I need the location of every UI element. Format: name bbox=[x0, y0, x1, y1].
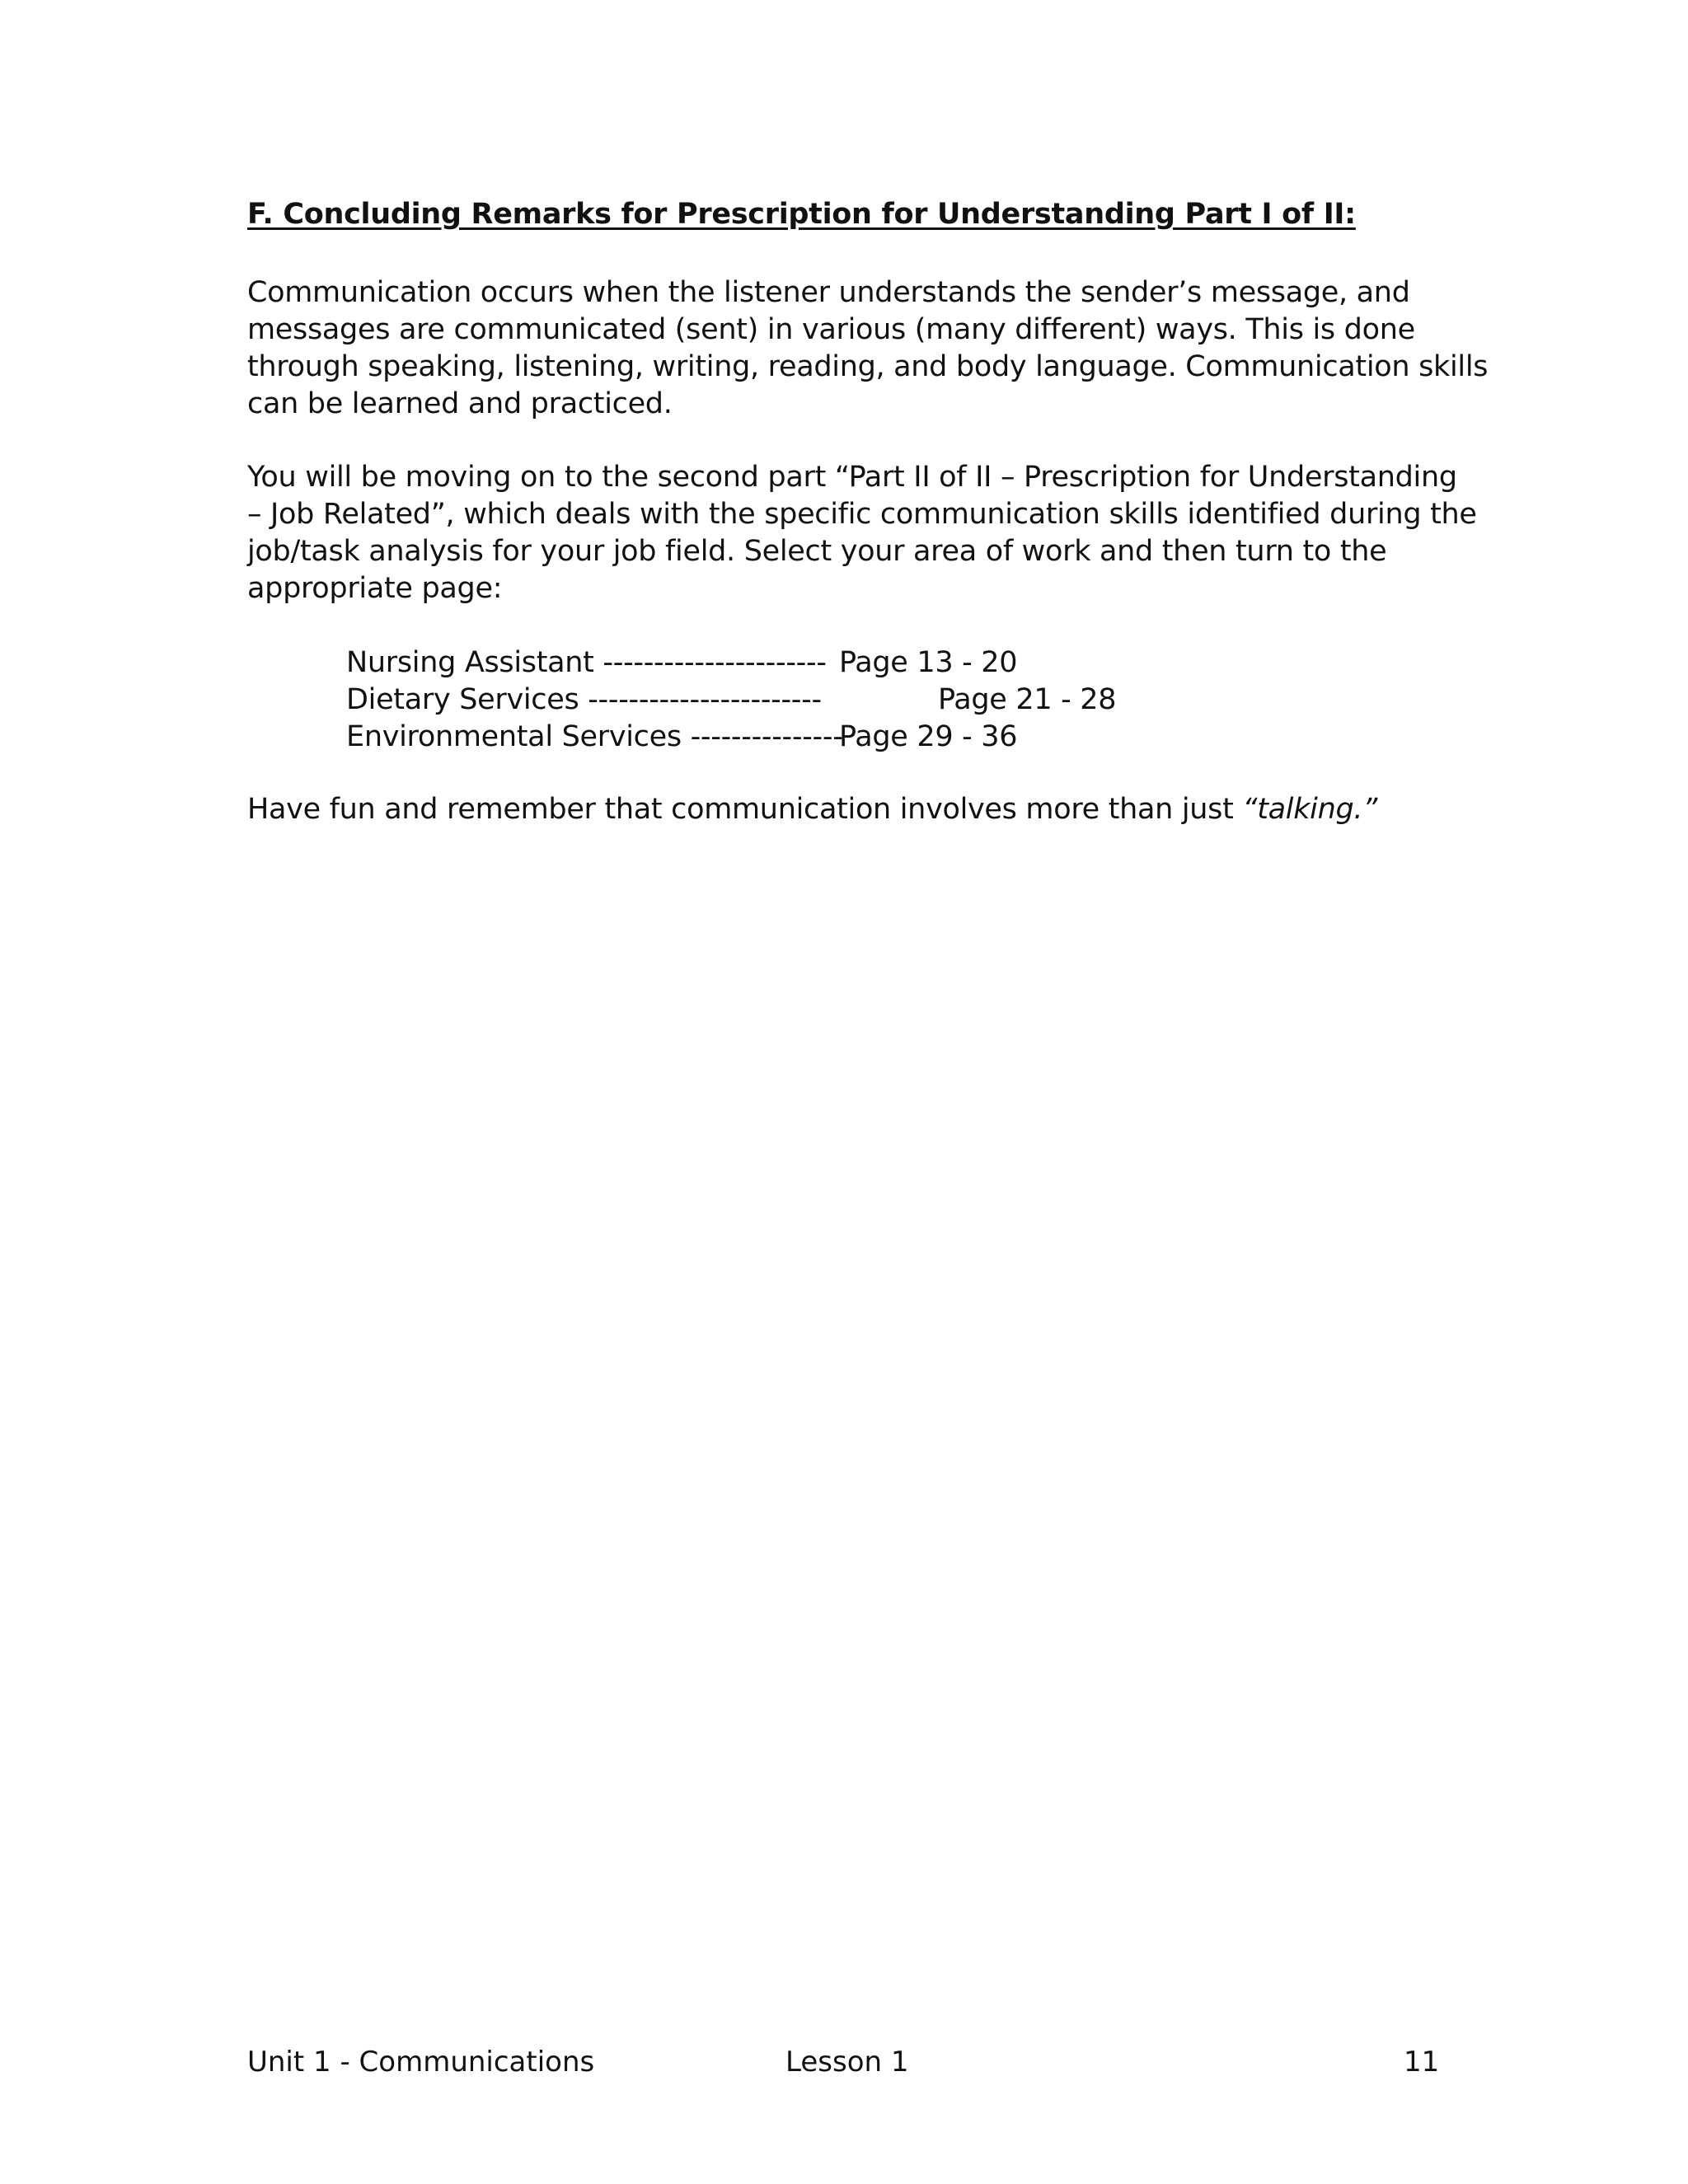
page-directory bbox=[346, 644, 1116, 756]
directory-pages: Page 13 - 20 bbox=[839, 646, 1018, 679]
directory-row-environmental-services bbox=[346, 719, 1116, 756]
footer-unit: Unit 1 - Communications bbox=[247, 2046, 595, 2079]
paragraph-communication bbox=[247, 274, 1489, 423]
directory-label: Dietary Services ----------------------- bbox=[346, 683, 822, 716]
paragraph-line: can be learned and practiced. bbox=[247, 387, 673, 420]
paragraph-line: messages are communicated (sent) in various (many different) ways. This is done bbox=[247, 313, 1415, 346]
directory-pages: Page 21 - 28 bbox=[938, 683, 1117, 716]
paragraph-line: Communication occurs when the listener understands the sender’s message, and bbox=[247, 276, 1410, 309]
closing-sentence bbox=[247, 791, 1377, 828]
paragraph-line: appropriate page: bbox=[247, 572, 503, 605]
paragraph-next-part bbox=[247, 459, 1477, 607]
directory-row-dietary-services bbox=[346, 682, 1116, 719]
footer-page-number: 11 bbox=[1404, 2046, 1440, 2079]
section-heading: F. Concluding Remarks for Prescription for Understanding Part I of II: bbox=[247, 198, 1356, 231]
paragraph-line: through speaking, listening, writing, reading, and body language. Communication skills bbox=[247, 350, 1489, 383]
directory-label: Environmental Services --------------- bbox=[346, 720, 843, 753]
closing-text: Have fun and remember that communication involves more than just bbox=[247, 793, 1243, 826]
paragraph-line: job/task analysis for your job field. Select your area of work and then turn to the bbox=[247, 535, 1387, 568]
footer-lesson: Lesson 1 bbox=[785, 2046, 909, 2079]
paragraph-line: You will be moving on to the second part “Part II of II – Prescription for Understanding bbox=[247, 461, 1457, 494]
closing-emphasis: “talking.” bbox=[1242, 793, 1378, 826]
paragraph-line: – Job Related”, which deals with the specific communication skills identified during the bbox=[247, 498, 1477, 531]
directory-pages: Page 29 - 36 bbox=[839, 720, 1018, 753]
directory-row-nursing-assistant bbox=[346, 644, 1116, 682]
directory-label: Nursing Assistant ---------------------- bbox=[346, 646, 827, 679]
